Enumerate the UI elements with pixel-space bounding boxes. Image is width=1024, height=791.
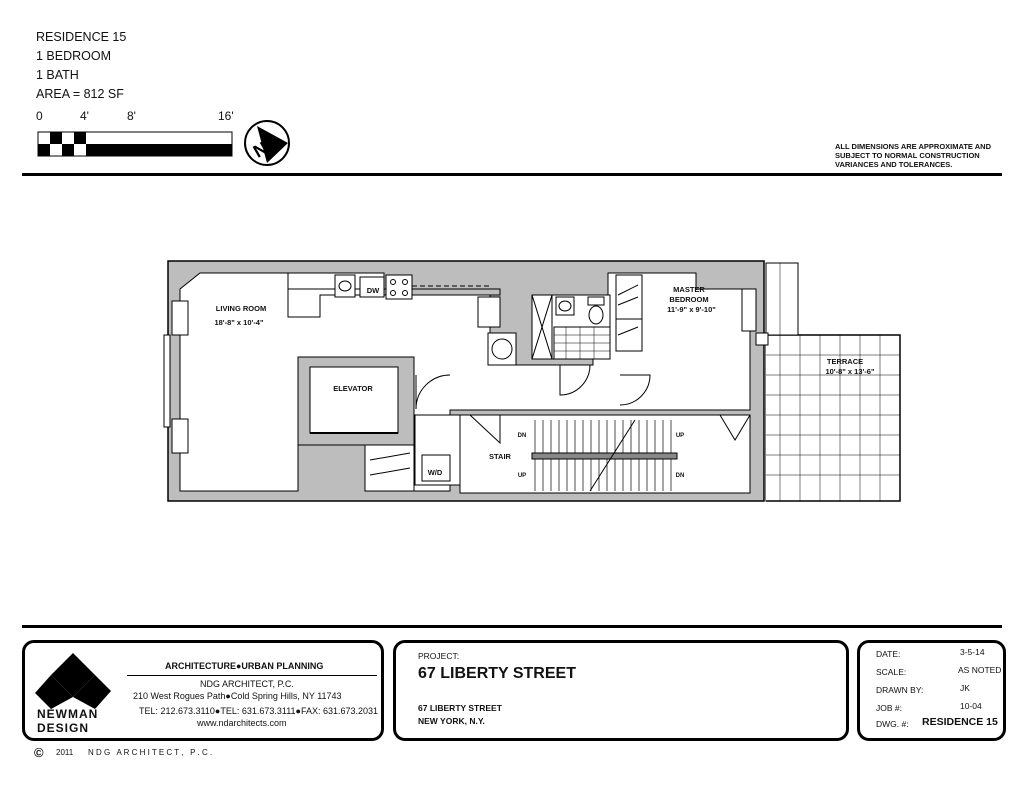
job-number-label: JOB #:: [876, 703, 902, 713]
header-rule: [22, 173, 1002, 176]
area-label: AREA = 812 SF: [36, 87, 124, 101]
stair-dn-label-2: DN: [675, 473, 685, 479]
stair-dn-label-1: DN: [517, 433, 527, 439]
scale-label: SCALE:: [876, 667, 907, 677]
north-arrow-icon: [242, 118, 292, 168]
date-value: 3-5-14: [960, 647, 985, 657]
drawing-number-value: RESIDENCE 15: [922, 716, 998, 728]
project-address-line-1: 67 LIBERTY STREET: [418, 703, 502, 713]
logo-line-2: DESIGN: [37, 721, 90, 735]
drawn-by-value: JK: [960, 683, 970, 693]
date-label: DATE:: [876, 649, 901, 659]
dimension-disclaimer: ALL DIMENSIONS ARE APPROXIMATE AND SUBJECT TO NORMAL CONSTRUCTION VARIANCES AND TOLERANCES.: [835, 142, 991, 169]
drawn-by-label: DRAWN BY:: [876, 685, 924, 695]
living-room-name: LIVING ROOM: [215, 304, 267, 313]
north-letter: N: [249, 137, 272, 162]
copyright-firm: N D G A R C H I T E C T , P . C .: [88, 748, 213, 757]
copyright-year: 2011: [56, 748, 74, 757]
copyright-icon: ©: [34, 745, 44, 760]
logo-line-1: NEWMAN: [37, 707, 99, 721]
stair-up-label-2: UP: [675, 433, 685, 439]
terrace-name: TERRACE: [826, 357, 864, 366]
bedroom-count: 1 BEDROOM: [36, 49, 112, 63]
scale-bar: [36, 128, 238, 158]
stair-up-label-1: UP: [517, 473, 527, 479]
project-label: PROJECT:: [418, 651, 460, 661]
master-bedroom-name-2: BEDROOM: [669, 295, 709, 304]
firm-block: [22, 640, 384, 741]
job-number-value: 10-04: [960, 701, 982, 711]
project-name: 67 LIBERTY STREET: [418, 665, 576, 682]
living-room-dims: 18'-8" x 10'-4": [214, 318, 264, 327]
scale-label-8: 8': [127, 109, 136, 123]
drawing-info-block: [857, 640, 1006, 741]
residence-title: RESIDENCE 15: [36, 30, 127, 44]
stair-label: STAIR: [489, 452, 511, 461]
scale-label-4: 4': [80, 109, 89, 123]
project-address-line-2: NEW YORK, N.Y.: [418, 716, 485, 726]
elevator-label: ELEVATOR: [333, 384, 373, 393]
scale-value: AS NOTED: [958, 665, 1002, 675]
scale-label-0: 0: [36, 109, 43, 123]
firm-name: NDG ARCHITECT, P.C.: [200, 679, 294, 689]
bath-count: 1 BATH: [36, 68, 79, 82]
floor-plan: [160, 255, 910, 510]
firm-phones: TEL: 212.673.3110●TEL: 631.673.3111●FAX: 631.673.2031: [139, 706, 379, 716]
project-block: [393, 640, 849, 741]
washer-dryer-label: W/D: [427, 468, 443, 477]
scale-label-16: 16': [218, 109, 234, 123]
terrace-dims: 10'-8" x 13'-6": [825, 367, 875, 376]
firm-logo: [35, 651, 111, 711]
firm-website: www.ndarchitects.com: [197, 718, 287, 728]
dishwasher-label: DW: [366, 286, 380, 295]
footer-rule: [22, 625, 1002, 628]
firm-address: 210 West Rogues Path●Cold Spring Hills, NY 11743: [133, 691, 342, 701]
master-bedroom-dims: 11'-9" x 9'-10": [667, 305, 716, 314]
drawing-number-label: DWG. #:: [876, 719, 909, 729]
firm-tagline: ARCHITECTURE●URBAN PLANNING: [165, 661, 324, 671]
master-bedroom-name-1: MASTER: [673, 285, 705, 294]
firm-divider: [127, 675, 377, 676]
